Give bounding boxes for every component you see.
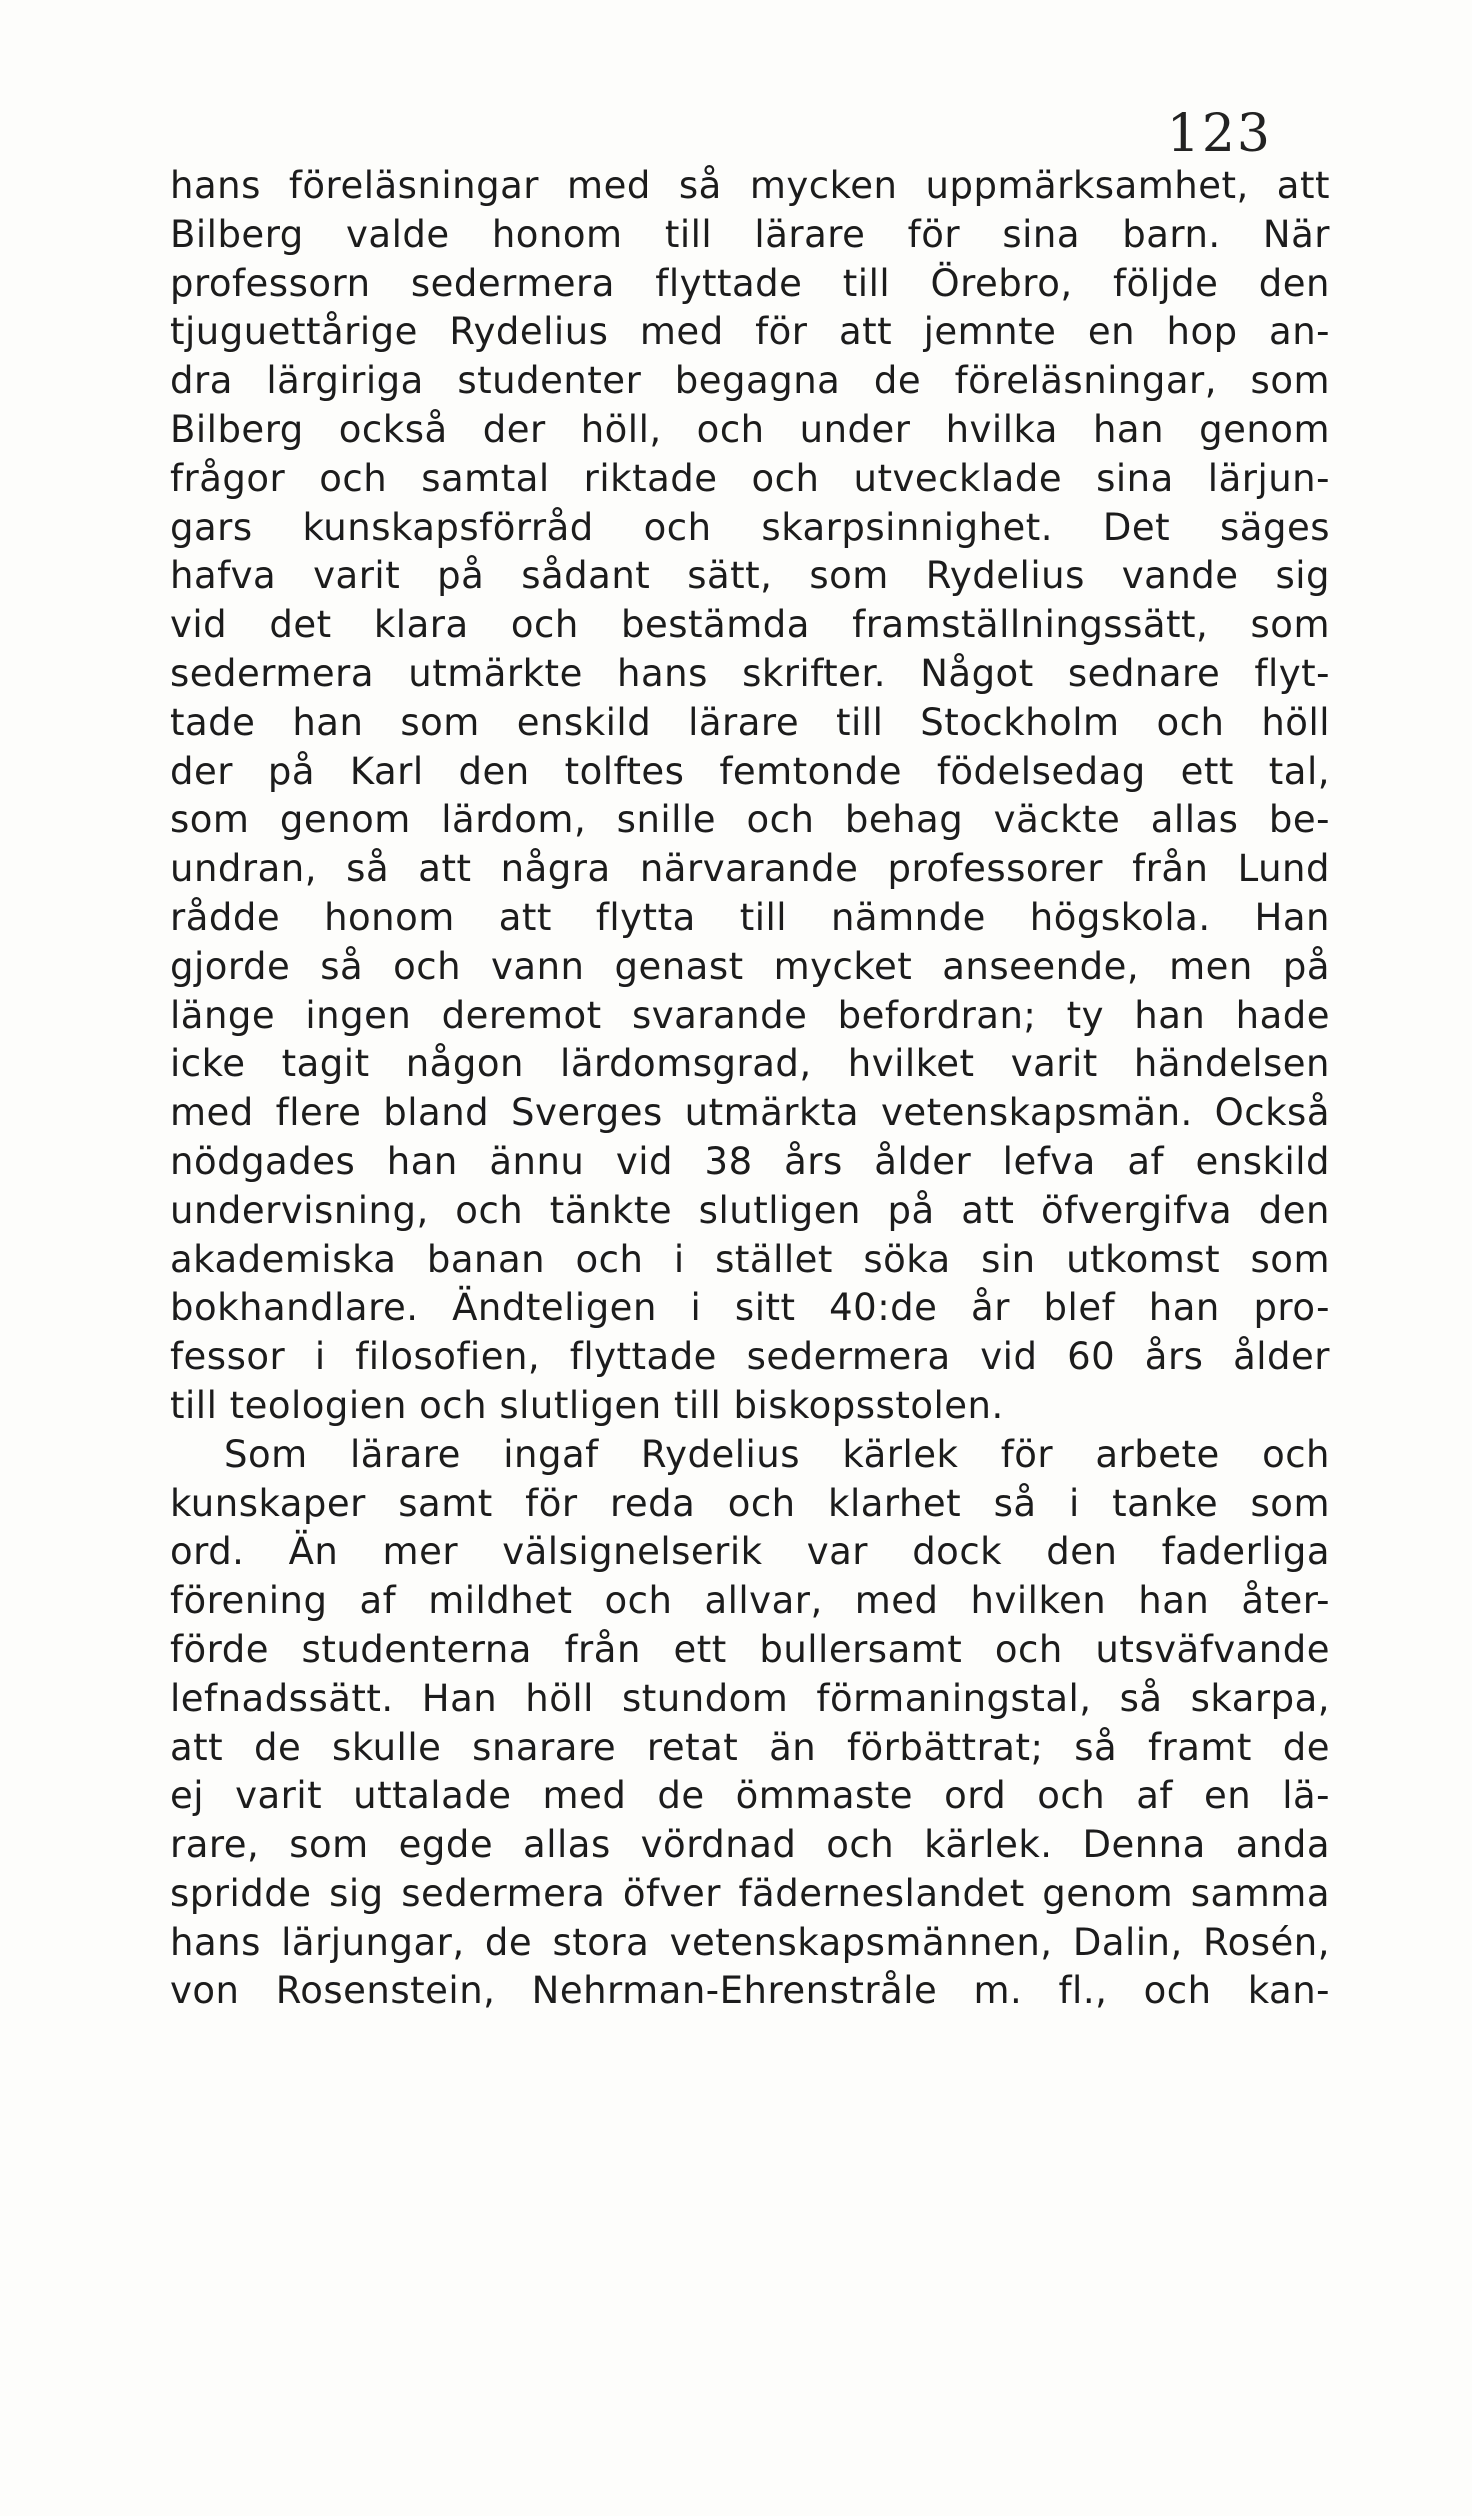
text-line: von Rosenstein, Nehrman-Ehrenstråle m. fl., och kan- xyxy=(170,1969,1330,2013)
text-line: tade han som enskild lärare till Stockholm och höll xyxy=(170,700,1330,744)
text-line: tjuguettårige Rydelius med för att jemnte en hop an- xyxy=(170,310,1330,354)
text-line: gars kunskapsförråd och skarpsinnighet. Det säges xyxy=(170,505,1330,549)
text-line: gjorde så och vann genast mycket anseende, men på xyxy=(170,944,1330,988)
text-line: der på Karl den tolftes femtonde födelsedag ett tal, xyxy=(170,749,1330,793)
text-line-paragraph-start: Som lärare ingaf Rydelius kärlek för arbete och xyxy=(224,1432,1330,1476)
text-line: förening af mildhet och allvar, med hvilken han åter- xyxy=(170,1579,1330,1623)
text-line: Bilberg också der höll, och under hvilka han genom xyxy=(170,407,1330,451)
text-line: professorn sedermera flyttade till Örebro, följde den xyxy=(170,261,1330,305)
text-line: Bilberg valde honom till lärare för sina barn. När xyxy=(170,212,1330,256)
text-line: rare, som egde allas vördnad och kärlek. Denna anda xyxy=(170,1823,1330,1867)
text-line: länge ingen deremot svarande befordran; ty han hade xyxy=(170,993,1330,1037)
text-line-paragraph-end: till teologien och slutligen till biskopsstolen. xyxy=(170,1383,1004,1427)
text-line: att de skulle snarare retat än förbättrat; så framt de xyxy=(170,1725,1330,1769)
body-text xyxy=(170,162,1330,2016)
text-line: rådde honom att flytta till nämnde högskola. Han xyxy=(170,895,1330,939)
text-line: med flere bland Sverges utmärkta vetenskapsmän. Också xyxy=(170,1091,1330,1135)
text-line: hans lärjungar, de stora vetenskapsmännen, Dalin, Rosén, xyxy=(170,1920,1330,1964)
text-line: kunskaper samt för reda och klarhet så i tanke som xyxy=(170,1481,1330,1525)
text-line: hans föreläsningar med så mycken uppmärksamhet, att xyxy=(170,164,1330,207)
text-line: nödgades han ännu vid 38 års ålder lefva af enskild xyxy=(170,1139,1330,1183)
text-line: icke tagit någon lärdomsgrad, hvilket varit händelsen xyxy=(170,1042,1330,1086)
text-line: frågor och samtal riktade och utvecklade sina lärjun- xyxy=(170,456,1330,500)
text-line: akademiska banan och i stället söka sin utkomst som xyxy=(170,1237,1330,1281)
text-line: ej varit uttalade med de ömmaste ord och af en lä- xyxy=(170,1774,1330,1818)
text-line: ord. Än mer välsignelserik var dock den faderliga xyxy=(170,1530,1330,1574)
text-line: sedermera utmärkte hans skrifter. Något sednare flyt- xyxy=(170,651,1330,695)
page-number: 123 xyxy=(1166,104,1272,164)
text-line: undervisning, och tänkte slutligen på att öfvergifva den xyxy=(170,1188,1330,1232)
text-line: dra lärgiriga studenter begagna de föreläsningar, som xyxy=(170,359,1330,403)
text-line: hafva varit på sådant sätt, som Rydelius vande sig xyxy=(170,554,1330,598)
text-line: bokhandlare. Ändteligen i sitt 40:de år blef han pro- xyxy=(170,1286,1330,1330)
text-line: undran, så att några närvarande professorer från Lund xyxy=(170,847,1330,891)
text-line: vid det klara och bestämda framställningssätt, som xyxy=(170,603,1330,647)
text-line: lefnadssätt. Han höll stundom förmaningstal, så skarpa, xyxy=(170,1676,1330,1720)
text-line: förde studenterna från ett bullersamt och utsväfvande xyxy=(170,1627,1330,1671)
text-line: som genom lärdom, snille och behag väckte allas be- xyxy=(170,798,1330,842)
text-line: fessor i filosofien, flyttade sedermera vid 60 års ålder xyxy=(170,1335,1330,1379)
text-line: spridde sig sedermera öfver fäderneslandet genom samma xyxy=(170,1871,1330,1915)
